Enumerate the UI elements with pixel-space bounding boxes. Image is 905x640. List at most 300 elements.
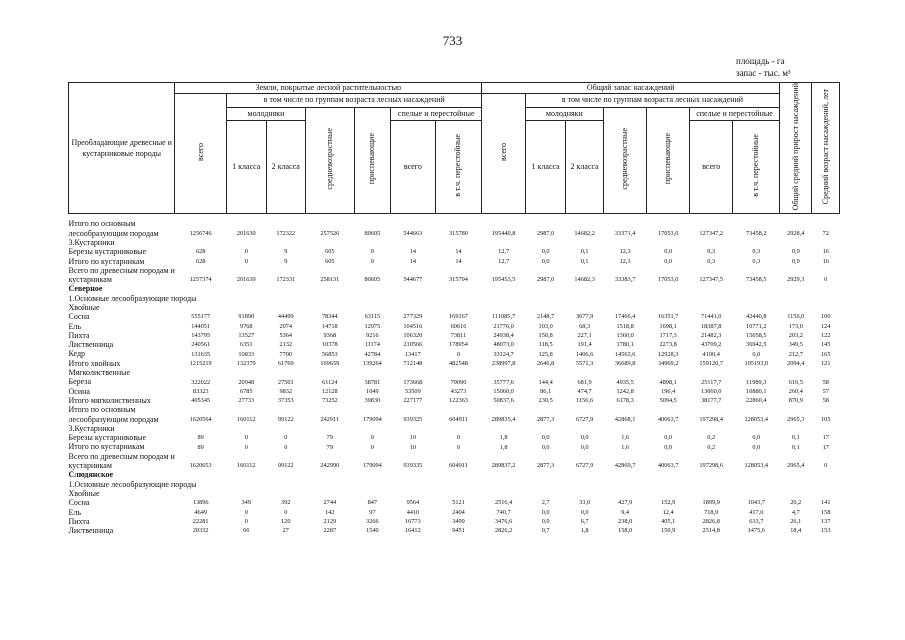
page-number: 733	[442, 33, 463, 48]
table-header	[69, 83, 840, 214]
table-cell: 139264	[362, 359, 382, 367]
table-cell: 14	[455, 257, 462, 265]
table-cell: 169659	[320, 359, 340, 367]
table-cell: 315780	[449, 229, 468, 237]
table-cell: 5364	[279, 332, 293, 340]
table-cell: 13060,0	[700, 387, 722, 395]
table-cell: 1780,1	[616, 341, 634, 349]
table-cell: 1156,0	[787, 313, 805, 321]
table-cell: 61769	[277, 359, 294, 367]
table-cell: 0,0	[664, 434, 673, 442]
table-cell: 10378	[321, 341, 338, 349]
table-cell: 0	[370, 443, 374, 451]
table-cell: 79	[326, 434, 333, 442]
table-cell: 125,8	[538, 350, 553, 358]
table-cell: 26,1	[790, 518, 802, 526]
table-cell: 212,7	[788, 350, 803, 358]
region-heading-row	[69, 470, 840, 479]
table-cell: 0,1	[791, 443, 800, 451]
table-cell: 201630	[236, 229, 256, 237]
table-cell: 91890	[238, 313, 255, 321]
table-row	[69, 396, 840, 405]
table-cell: 201630	[236, 276, 256, 284]
table-cell: 14	[409, 248, 416, 256]
table-cell: 939325	[403, 415, 423, 423]
table-cell: 0	[456, 443, 461, 451]
table-cell: 2826,8	[702, 518, 720, 526]
table-cell: 179094	[362, 462, 382, 470]
table-cell: 0	[244, 508, 248, 516]
table-cell: 5121	[452, 499, 465, 507]
table-cell: 9832	[279, 387, 293, 395]
table-cell: 20948	[238, 378, 255, 386]
table-cell: 257526	[320, 229, 340, 237]
table-cell: 6178,3	[616, 397, 634, 405]
table-cell: 150,8	[538, 332, 553, 340]
table-cell: 555177	[191, 313, 211, 321]
table-cell: 633,7	[749, 518, 764, 526]
table-cell: 73811	[450, 332, 467, 340]
table-cell: 80605	[364, 276, 381, 284]
table-cell: 1475,6	[747, 527, 765, 535]
table-cell: 144,4	[538, 378, 553, 386]
table-cell: 12,7	[498, 248, 510, 256]
table-cell: 58	[822, 378, 829, 386]
table-cell: 1899,9	[702, 499, 720, 507]
table-cell: 242990	[320, 462, 340, 470]
table-row	[69, 442, 840, 451]
table-cell: 122363	[449, 397, 468, 405]
table-cell: 870,9	[788, 397, 803, 405]
row-label: Кедр	[68, 349, 86, 359]
table-cell: 6351	[239, 341, 253, 349]
table-cell: 605	[325, 257, 335, 265]
section-heading: Мягколиственные	[68, 368, 131, 378]
table-cell: 66	[243, 527, 250, 535]
table-cell: 99122	[277, 462, 294, 470]
table-cell: 0,0	[541, 434, 550, 442]
table-cell: 2965,4	[787, 462, 805, 470]
table-cell: 27733	[238, 397, 255, 405]
table-cell: 9	[284, 257, 288, 265]
table-cell: 127347,2	[699, 229, 724, 237]
table-cell: 1717,3	[659, 332, 677, 340]
table-cell: 0,9	[791, 248, 800, 256]
table-cell: 1620564	[189, 415, 212, 423]
row-label: Береза	[68, 377, 92, 387]
table-cell: 0	[244, 443, 248, 451]
table-cell: 13527	[238, 332, 255, 340]
table-cell: 0,0	[664, 443, 673, 451]
table-cell: 38177,7	[700, 397, 722, 405]
table-cell: 0	[370, 248, 374, 256]
table-cell: 43273	[450, 387, 467, 395]
table-cell: 0,3	[752, 248, 761, 256]
row-label: Ель	[68, 507, 82, 517]
row-label: Осина	[68, 386, 90, 396]
region-heading: Слюдянское	[68, 470, 114, 480]
stock-middle-header: средневозрастные	[603, 107, 647, 214]
table-cell: 610,5	[788, 378, 803, 386]
section-heading-row	[69, 303, 840, 312]
table-cell: 118,5	[538, 341, 553, 349]
table-cell: 9768	[239, 322, 253, 330]
row-label: Лиственница	[68, 526, 114, 536]
land-class1-header: 1 класса	[227, 121, 267, 214]
table-row	[69, 526, 840, 535]
land-middle-header: средневозрастные	[306, 107, 355, 214]
table-cell: 73252	[321, 397, 338, 405]
table-cell: 56853	[321, 350, 338, 358]
section-heading-row	[69, 368, 840, 377]
table-cell: 4649	[194, 508, 207, 516]
table-cell: 122	[821, 332, 831, 340]
table-cell: 4100,4	[702, 350, 720, 358]
table-cell: 86,1	[540, 387, 552, 395]
table-cell: 1360,0	[616, 332, 634, 340]
table-cell: 1215219	[189, 359, 212, 367]
table-cell: 71441,0	[700, 313, 722, 321]
table-cell: 1043,7	[747, 499, 765, 507]
land-area-header: Земли, покрытые лесной растительностью	[175, 83, 482, 94]
table-cell: 7700	[279, 350, 293, 358]
table-cell: 0	[456, 350, 461, 358]
section-heading: 1.Основные лесообразующие породы	[68, 293, 197, 303]
table-cell: 169167	[449, 313, 468, 321]
table-cell: 14682,2	[574, 229, 595, 237]
table-cell: 277329	[403, 313, 423, 321]
table-cell: 22860,4	[746, 397, 767, 405]
table-cell: 172331	[276, 276, 296, 284]
section-heading-row	[69, 489, 840, 498]
table-cell: 4898,1	[659, 378, 677, 386]
table-cell: 131635	[191, 350, 211, 358]
table-cell: 0,9	[791, 257, 800, 265]
table-cell: 740,7	[496, 508, 511, 516]
table-cell: 159120,7	[699, 359, 724, 367]
table-cell: 36689,8	[614, 359, 636, 367]
table-cell: 14563,6	[614, 350, 636, 358]
table-cell: 0,0	[664, 257, 673, 265]
table-row	[69, 266, 840, 285]
table-cell: 544663	[403, 229, 423, 237]
table-cell: 0,3	[752, 257, 761, 265]
table-cell: 5571,3	[575, 359, 594, 367]
table-cell: 35777,6	[493, 378, 514, 386]
stock-header: Общий запас насаждений	[482, 83, 780, 94]
table-cell: 1256746	[189, 229, 212, 237]
table-cell: 12128	[321, 387, 338, 395]
table-cell: 34969,2	[657, 359, 679, 367]
table-cell: 0,0	[664, 248, 673, 256]
table-cell: 349,5	[788, 341, 803, 349]
table-cell: 78344	[321, 313, 338, 321]
table-cell: 628	[195, 257, 206, 265]
table-row	[69, 340, 840, 349]
table-row	[69, 498, 840, 507]
table-cell: 121	[821, 359, 831, 367]
table-cell: 20332	[192, 527, 209, 535]
table-row	[69, 517, 840, 526]
table-cell: 0,1	[580, 248, 589, 256]
table-cell: 150,9	[661, 527, 676, 535]
table-cell: 11989,3	[746, 378, 767, 386]
stock-total-header: всего	[482, 94, 526, 214]
table-cell: 0,0	[541, 257, 550, 265]
table-cell: 0,7	[541, 527, 550, 535]
land-by-age-header: в том числе по группам возраста лесных насаждений	[227, 94, 482, 108]
table-cell: 238,0	[618, 518, 633, 526]
table-cell: 111085,7	[492, 313, 516, 321]
table-cell: 6727,9	[575, 462, 594, 470]
table-cell: 12,4	[662, 508, 674, 516]
table-cell: 158	[821, 508, 831, 516]
table-cell: 83323	[192, 387, 209, 395]
avg-growth-header: Общий средний прирост насаждений	[780, 83, 812, 214]
table-cell: 544677	[403, 276, 423, 284]
table-cell: 9368	[323, 332, 337, 340]
table-cell: 0	[370, 434, 374, 442]
table-cell: 2132	[279, 341, 293, 349]
region-heading-row	[69, 284, 840, 293]
avg-age-header: Средний возраст насаждений, лет	[812, 83, 840, 214]
table-cell: 27	[282, 527, 289, 535]
table-cell: 322022	[191, 378, 211, 386]
table-cell: 33383,7	[614, 276, 636, 284]
table-cell: 260,4	[788, 387, 803, 395]
section-heading: Хвойные	[68, 488, 100, 498]
row-label: Итого по основным лесообразующим породам	[68, 405, 159, 424]
row-label: Лиственница	[68, 340, 114, 350]
table-cell: 417,0	[749, 508, 764, 516]
table-cell: 0,3	[707, 248, 716, 256]
stock-young-header: молодняки	[525, 107, 603, 121]
table-cell: 97	[369, 508, 376, 516]
table-cell: 25117,7	[701, 378, 722, 386]
table-cell: 195453,5	[491, 276, 516, 284]
table-cell: 79	[326, 443, 333, 451]
table-cell: 10880,1	[746, 387, 767, 395]
table-row	[69, 387, 840, 396]
table-cell: 4410	[406, 508, 420, 516]
table-cell: 18,4	[790, 527, 802, 535]
table-cell: 197298,6	[699, 462, 724, 470]
table-cell: 128053,4	[744, 415, 769, 423]
table-cell: 178954	[449, 341, 468, 349]
table-cell: 210566	[403, 341, 423, 349]
table-cell: 6785	[239, 387, 253, 395]
row-label: Пихта	[68, 516, 90, 526]
section-heading-row	[69, 294, 840, 303]
section-heading: Хвойные	[68, 302, 100, 312]
table-cell: 405,1	[661, 518, 676, 526]
table-cell: 0,2	[707, 443, 716, 451]
table-row	[69, 405, 840, 424]
table-cell: 0,0	[541, 508, 550, 516]
table-cell: 141	[821, 499, 831, 507]
table-cell: 2877,3	[536, 415, 555, 423]
table-cell: 142	[325, 508, 335, 516]
units-area: площадь - га	[736, 56, 785, 66]
table-cell: 16412	[404, 527, 421, 535]
table-cell: 2987,0	[536, 229, 555, 237]
table-cell: 68,3	[579, 322, 591, 330]
table-cell: 227,1	[577, 332, 592, 340]
land-mature-total-header: всего	[391, 121, 436, 214]
table-cell: 33,0	[579, 499, 591, 507]
table-cell: 2,7	[541, 499, 550, 507]
table-cell: 89	[197, 434, 204, 442]
row-label: Итого мягколиственных	[68, 395, 151, 405]
table-cell: 0	[244, 518, 248, 526]
table-cell: 20,2	[790, 499, 802, 507]
table-cell: 16	[822, 248, 829, 256]
table-cell: 0,0	[541, 518, 550, 526]
table-cell: 173,0	[788, 322, 803, 330]
table-cell: 120	[281, 518, 291, 526]
table-cell: 0	[284, 434, 288, 442]
table-cell: 14	[409, 257, 416, 265]
table-cell: 6,7	[580, 518, 589, 526]
table-cell: 103,0	[538, 322, 553, 330]
table-cell: 16351,7	[657, 313, 679, 321]
table-cell: 0,0	[580, 443, 589, 451]
table-cell: 40063,7	[657, 462, 679, 470]
table-cell: 2744	[323, 499, 337, 507]
table-cell: 604911	[449, 415, 468, 423]
table-cell: 11174	[364, 341, 380, 349]
table-cell: 6727,9	[575, 415, 594, 423]
table-cell: 15060,0	[493, 387, 514, 395]
table-cell: 13896	[192, 499, 209, 507]
table-cell: 1049	[366, 387, 379, 395]
table-row	[69, 247, 840, 256]
stock-class2-header: 2 класса	[566, 121, 603, 214]
row-label: Итого по основным лесообразующим породам	[68, 219, 159, 238]
table-cell: 172322	[276, 229, 296, 237]
table-cell: 61124	[322, 378, 338, 386]
stock-by-age-header: в том числе по группам возраста лесных насаждений	[525, 94, 779, 108]
table-cell: 17466,4	[614, 313, 636, 321]
table-cell: 80605	[364, 229, 381, 237]
table-cell: 137	[821, 518, 831, 526]
table-cell: 2074	[279, 322, 293, 330]
table-cell: 2928,4	[787, 229, 805, 237]
table-cell: 13417	[404, 350, 421, 358]
land-mature-header: спелые и перестойные	[391, 107, 482, 121]
table-cell: 21776,0	[493, 322, 514, 330]
row-label: Ель	[68, 321, 82, 331]
table-cell: 58	[822, 397, 829, 405]
table-cell: 230,5	[538, 397, 553, 405]
table-cell: 2516,4	[494, 499, 513, 507]
table-cell: 14682,3	[574, 276, 595, 284]
table-cell: 53509	[404, 387, 421, 395]
table-cell: 227177	[403, 397, 423, 405]
table-cell: 152,9	[661, 499, 676, 507]
section-heading: 3.Кустарники	[68, 423, 115, 433]
table-cell: 42868,1	[614, 415, 636, 423]
table-cell: 604911	[449, 462, 468, 470]
table-cell: 0	[824, 276, 828, 284]
table-cell: 2929,3	[787, 276, 805, 284]
table-cell: 22281	[192, 518, 209, 526]
table-cell: 0,0	[580, 508, 589, 516]
table-cell: 9564	[406, 499, 420, 507]
table-row	[69, 331, 840, 340]
table-cell: 1242,8	[616, 387, 634, 395]
table-cell: 44499	[277, 313, 294, 321]
table-cell: 16773	[404, 518, 421, 526]
table-cell: 712148	[403, 359, 423, 367]
table-cell: 48073,0	[493, 341, 514, 349]
table-cell: 9451	[452, 527, 465, 535]
table-cell: 72	[822, 229, 829, 237]
forest-stock-table	[68, 82, 840, 535]
row-label: Березы кустарниковые	[68, 247, 147, 257]
table-cell: 196,4	[661, 387, 676, 395]
table-cell: 718,9	[704, 508, 719, 516]
table-cell: 18387,8	[700, 322, 722, 330]
table-cell: 242911	[320, 415, 340, 423]
table-cell: 12,3	[619, 248, 631, 256]
table-body	[69, 214, 840, 536]
land-total-header: всего	[175, 94, 227, 214]
table-cell: 240561	[191, 341, 211, 349]
table-cell: 73458,5	[746, 276, 767, 284]
table-cell: 17	[822, 434, 829, 442]
table-cell: 3476,6	[494, 518, 513, 526]
table-row	[69, 349, 840, 358]
table-cell: 0,0	[541, 443, 550, 451]
land-young-header: молодняки	[227, 107, 306, 121]
table-cell: 474,7	[577, 387, 592, 395]
table-cell: 258131	[320, 276, 340, 284]
table-cell: 2646,8	[536, 359, 555, 367]
table-cell: 0	[244, 434, 248, 442]
table-row	[69, 257, 840, 266]
table-cell: 4935,5	[616, 378, 634, 386]
table-cell: 40063,7	[657, 415, 679, 423]
table-cell: 43709,2	[700, 341, 722, 349]
table-cell: 0,1	[580, 257, 589, 265]
table-cell: 0,0	[580, 434, 589, 442]
table-cell: 9	[284, 248, 288, 256]
table-cell: 99122	[277, 415, 294, 423]
table-cell: 2094,4	[787, 359, 805, 367]
table-cell: 0	[456, 434, 461, 442]
row-label: Итого по кустарникам	[68, 442, 145, 452]
table-cell: 17	[822, 443, 829, 451]
section-heading-row	[69, 424, 840, 433]
table-cell: 12,3	[619, 257, 631, 265]
units-stock: запас - тыс. м³	[736, 68, 791, 78]
table-cell: 100	[821, 313, 831, 321]
table-cell: 10	[409, 443, 416, 451]
table-row	[69, 452, 840, 471]
table-cell: 9,4	[621, 508, 630, 516]
table-cell: 2148,7	[536, 313, 555, 321]
table-cell: 63115	[364, 313, 381, 321]
table-cell: 179094	[362, 415, 382, 423]
table-cell: 0,0	[752, 350, 761, 358]
table-cell: 160112	[236, 415, 256, 423]
table-cell: 0,3	[707, 257, 716, 265]
table-cell: 42784	[364, 350, 381, 358]
row-label: Березы кустарниковые	[68, 433, 147, 443]
land-class2-header: 2 класса	[266, 121, 306, 214]
section-heading-row	[69, 480, 840, 489]
